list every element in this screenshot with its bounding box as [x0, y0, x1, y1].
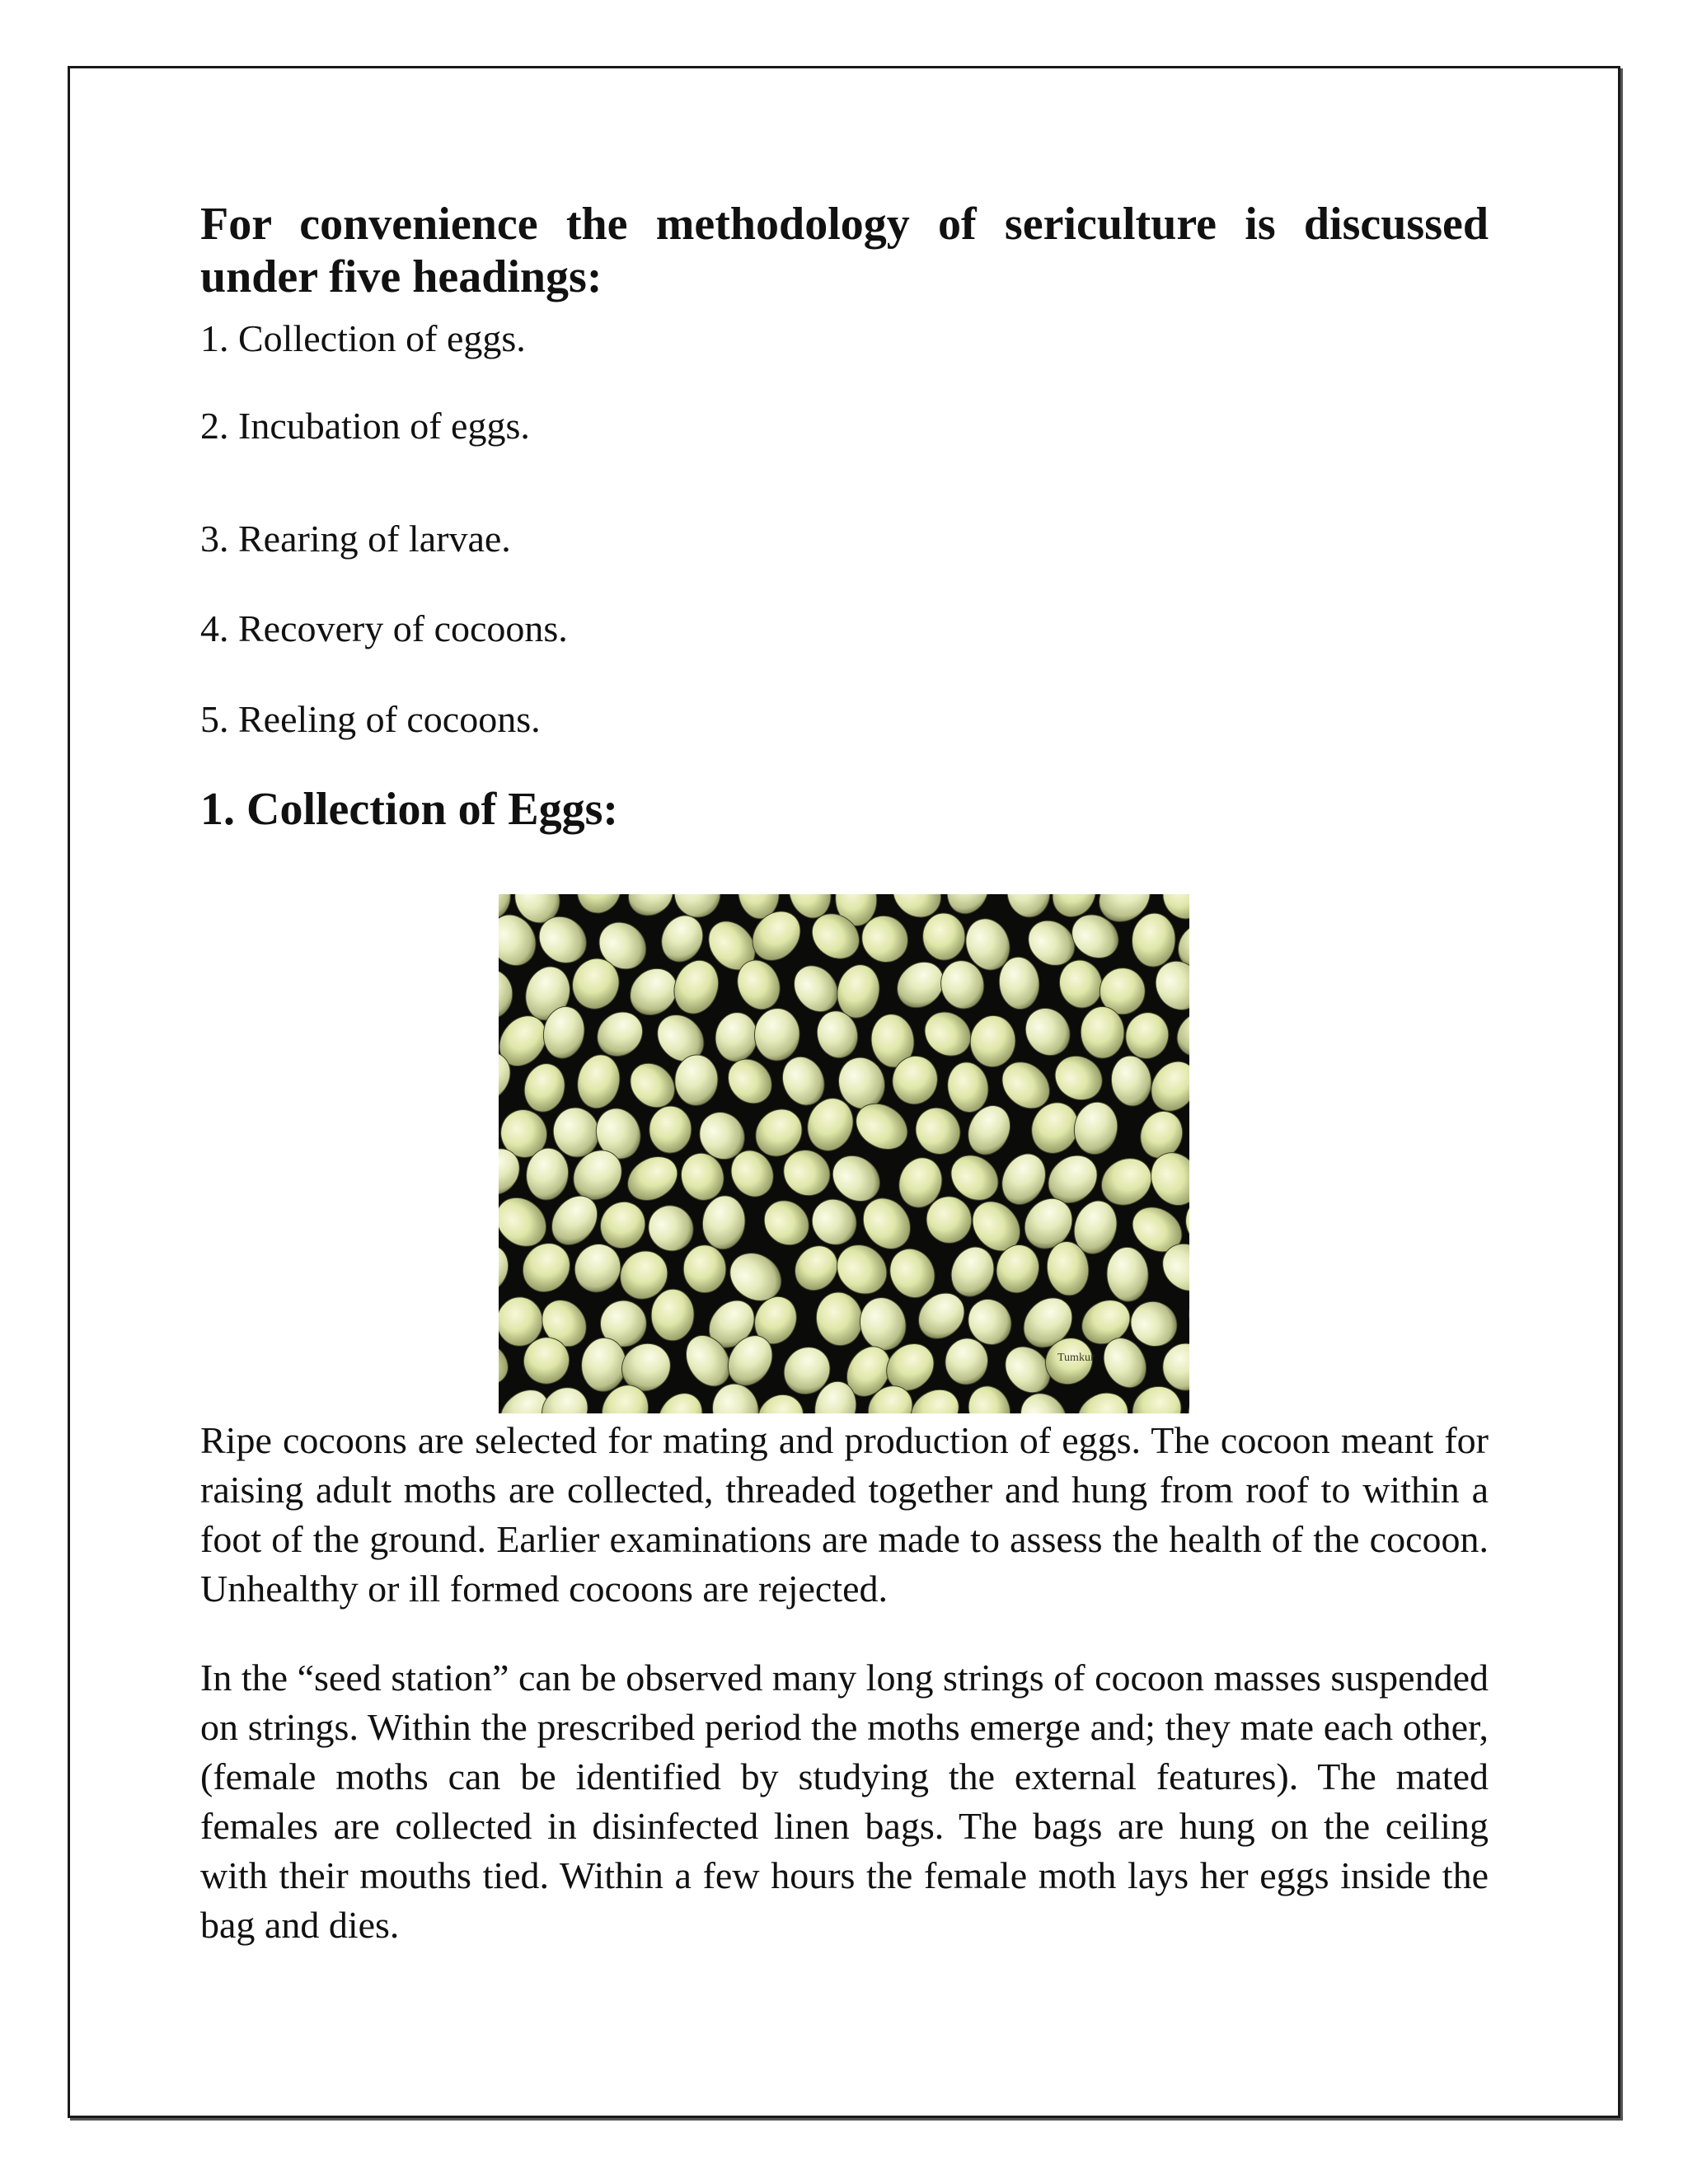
method-item-recovery: 4. Recovery of cocoons.	[200, 607, 568, 649]
egg-shape	[683, 1244, 727, 1293]
section-heading: 1. Collection of Eggs:	[200, 784, 619, 835]
eggs-photo	[499, 894, 1189, 1413]
paragraph-cocoon-selection: Ripe cocoons are selected for mating and production of eggs. The cocoon meant for raising adult moths are collected, threaded together and hung from roof to within a foot of the ground. Earlier examinations are made to assess the health of the cocoon. Unhealthy or ill formed cocoons are rejected.	[200, 1419, 1489, 1610]
method-item-incubation: 2. Incubation of eggs.	[200, 405, 530, 447]
intro-heading: For convenience the methodology of sericulture is discussed under five headings:	[200, 199, 1489, 302]
egg-shape	[1081, 1006, 1125, 1059]
method-item-reeling: 5. Reeling of cocoons.	[200, 698, 541, 740]
eggs-illustration	[499, 894, 1189, 1413]
method-item-collection: 1. Collection of eggs.	[200, 317, 526, 359]
method-item-rearing: 3. Rearing of larvae.	[200, 518, 511, 560]
paragraph-seed-station: In the “seed station” can be observed many long strings of cocoon masses suspended on strings. Within the prescribed period the moths emerge and; they mate each other, (female moths can be identified by studying the external features). The mated females are collected in disinfected linen bags. The bags are hung on the ceiling with their mouths tied. Within a few hours the female moth lays her eggs inside the bag and dies.	[200, 1657, 1489, 1946]
photo-watermark: Tumkur	[1057, 1352, 1095, 1364]
